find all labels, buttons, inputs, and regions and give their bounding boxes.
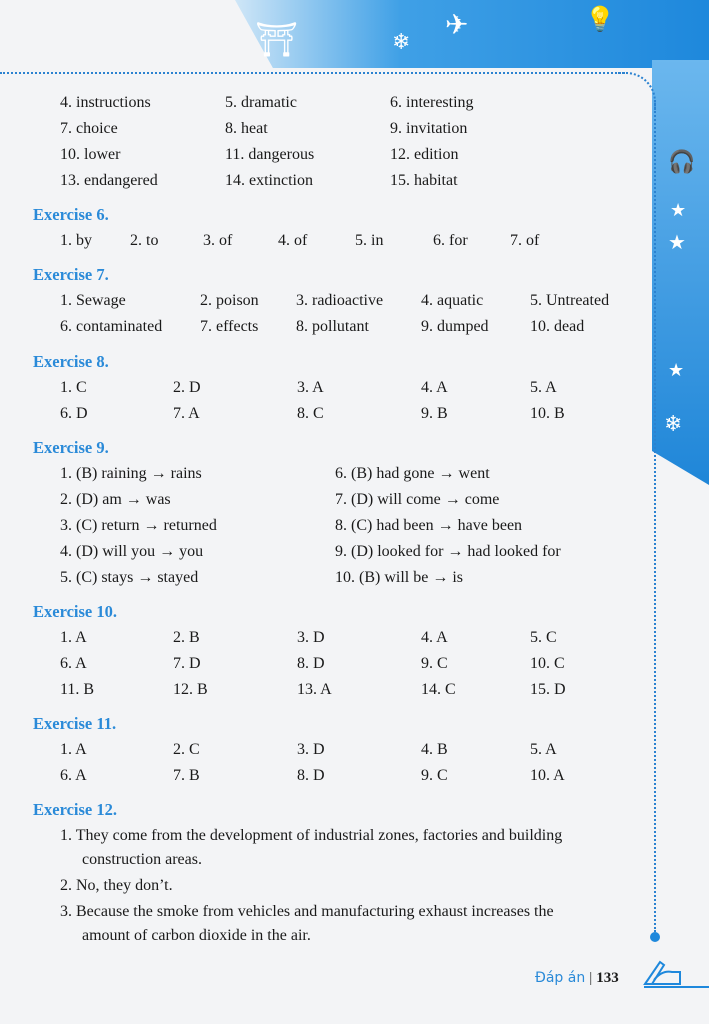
answer-item: 10. (B) will be → is xyxy=(335,569,463,586)
answer-item: 8. heat xyxy=(225,120,268,137)
answer-item: 3. A xyxy=(297,379,324,396)
answer-item: 5. C xyxy=(530,629,557,646)
answer-item: construction areas. xyxy=(82,851,202,868)
answer-item: 1. A xyxy=(60,629,87,646)
bridge-icon: ⛩ xyxy=(255,20,299,60)
answer-item: 6. A xyxy=(60,767,87,784)
answer-item: 2. No, they don’t. xyxy=(60,877,173,894)
border-end-dot xyxy=(650,932,660,942)
answer-item: 10. A xyxy=(530,767,565,784)
answer-item: 2. to xyxy=(130,232,159,249)
header-banner xyxy=(235,0,709,68)
answer-item: 5. A xyxy=(530,379,557,396)
answer-item: 13. endangered xyxy=(60,172,158,189)
answer-item: 2. C xyxy=(173,741,200,758)
answer-item: 7. choice xyxy=(60,120,118,137)
answer-item: 10. dead xyxy=(530,318,585,335)
exercise-heading: Exercise 8. xyxy=(33,352,109,371)
answer-item: 4. instructions xyxy=(60,94,151,111)
answer-item: 6. for xyxy=(433,232,468,249)
answer-item: 3. of xyxy=(203,232,233,249)
answer-item: 7. A xyxy=(173,405,200,422)
answer-item: 14. C xyxy=(421,681,456,698)
answer-item: 3. Because the smoke from vehicles and manufacturing exhaust increases the xyxy=(60,903,554,920)
answer-item: 5. Untreated xyxy=(530,292,610,309)
answer-item: 4. aquatic xyxy=(421,292,484,309)
star-icon: ★ xyxy=(668,360,685,381)
dotted-border xyxy=(0,72,628,74)
answer-item: 9. C xyxy=(421,655,448,672)
paper-plane-icon: ✈ xyxy=(445,8,469,41)
answer-item: 8. pollutant xyxy=(296,318,369,335)
answer-item: 9. (D) looked for → had looked for xyxy=(335,543,561,560)
answer-item: 15. D xyxy=(530,681,566,698)
answer-item: 2. B xyxy=(173,629,200,646)
answer-item: 5. (C) stays → stayed xyxy=(60,569,199,586)
star-icon: ★ xyxy=(668,230,686,254)
star-icon: ★ xyxy=(670,200,687,221)
exercise-heading: Exercise 7. xyxy=(33,265,109,284)
page-number: 133 xyxy=(596,970,619,986)
answer-item: 9. B xyxy=(421,405,448,422)
answer-item: 8. D xyxy=(297,767,325,784)
answer-item: 4. A xyxy=(421,379,448,396)
answer-item: amount of carbon dioxide in the air. xyxy=(82,927,311,944)
answer-item: 8. C xyxy=(297,405,324,422)
answer-item: 9. invitation xyxy=(390,120,468,137)
answer-item: 10. B xyxy=(530,405,565,422)
answer-item: 4. of xyxy=(278,232,308,249)
answer-item: 1. They come from the development of industrial zones, factories and building xyxy=(60,827,563,844)
answer-item: 12. B xyxy=(173,681,208,698)
answer-item: 3. radioactive xyxy=(296,292,384,309)
exercise-heading: Exercise 11. xyxy=(33,714,117,733)
footer-label: Đáp án xyxy=(535,970,586,986)
answer-item: 8. (C) had been → have been xyxy=(335,517,523,534)
exercise-heading: Exercise 10. xyxy=(33,602,118,621)
answer-item: 1. (B) raining → rains xyxy=(60,465,202,482)
answer-item: 1. C xyxy=(60,379,87,396)
answer-item: 10. lower xyxy=(60,146,121,163)
answer-item: 3. (C) return → returned xyxy=(60,517,217,534)
page-footer xyxy=(535,970,619,987)
answer-item: 7. B xyxy=(173,767,200,784)
answer-item: 6. (B) had gone → went xyxy=(335,465,490,482)
answer-item: 15. habitat xyxy=(390,172,458,189)
answer-item: 3. D xyxy=(297,741,325,758)
answer-item: 13. A xyxy=(297,681,332,698)
exercise-heading: Exercise 9. xyxy=(33,438,109,457)
answer-item: 8. D xyxy=(297,655,325,672)
answer-item: 2. (D) am → was xyxy=(60,491,171,508)
writing-hand-icon xyxy=(640,950,709,990)
answer-item: 3. D xyxy=(297,629,325,646)
exercise-heading: Exercise 6. xyxy=(33,205,109,224)
answer-item: 5. A xyxy=(530,741,557,758)
snowflake-icon: ❄ xyxy=(392,30,411,55)
answer-item: 2. poison xyxy=(200,292,259,309)
answer-item: 9. C xyxy=(421,767,448,784)
answer-item: 5. in xyxy=(355,232,384,249)
answer-item: 6. interesting xyxy=(390,94,474,111)
answer-item: 1. Sewage xyxy=(60,292,126,309)
answer-item: 7. (D) will come → come xyxy=(335,491,500,508)
answer-item: 6. contaminated xyxy=(60,318,163,335)
headphones-icon: 🎧 xyxy=(668,150,696,175)
answer-item: 6. A xyxy=(60,655,87,672)
exercise-heading: Exercise 12. xyxy=(33,800,118,819)
answer-item: 2. D xyxy=(173,379,201,396)
answer-item: 12. edition xyxy=(390,146,459,163)
answer-item: 4. B xyxy=(421,741,448,758)
answer-item: 10. C xyxy=(530,655,565,672)
answer-item: 6. D xyxy=(60,405,88,422)
footer-separator: | xyxy=(589,970,593,986)
answer-item: 9. dumped xyxy=(421,318,489,335)
answer-item: 11. dangerous xyxy=(225,146,315,163)
dotted-border-right xyxy=(654,100,656,932)
answer-item: 14. extinction xyxy=(225,172,313,189)
answer-item: 4. A xyxy=(421,629,448,646)
answer-item: 7. effects xyxy=(200,318,259,335)
lightbulb-icon: 💡 xyxy=(585,5,615,33)
dotted-border-corner xyxy=(618,72,656,110)
answer-item: 7. of xyxy=(510,232,540,249)
answer-item: 1. by xyxy=(60,232,92,249)
snowflake-icon: ❄ xyxy=(664,412,683,437)
answer-item: 5. dramatic xyxy=(225,94,297,111)
answer-item: 7. D xyxy=(173,655,201,672)
answer-item: 1. A xyxy=(60,741,87,758)
answer-item: 11. B xyxy=(60,681,95,698)
answer-item: 4. (D) will you → you xyxy=(60,543,204,560)
